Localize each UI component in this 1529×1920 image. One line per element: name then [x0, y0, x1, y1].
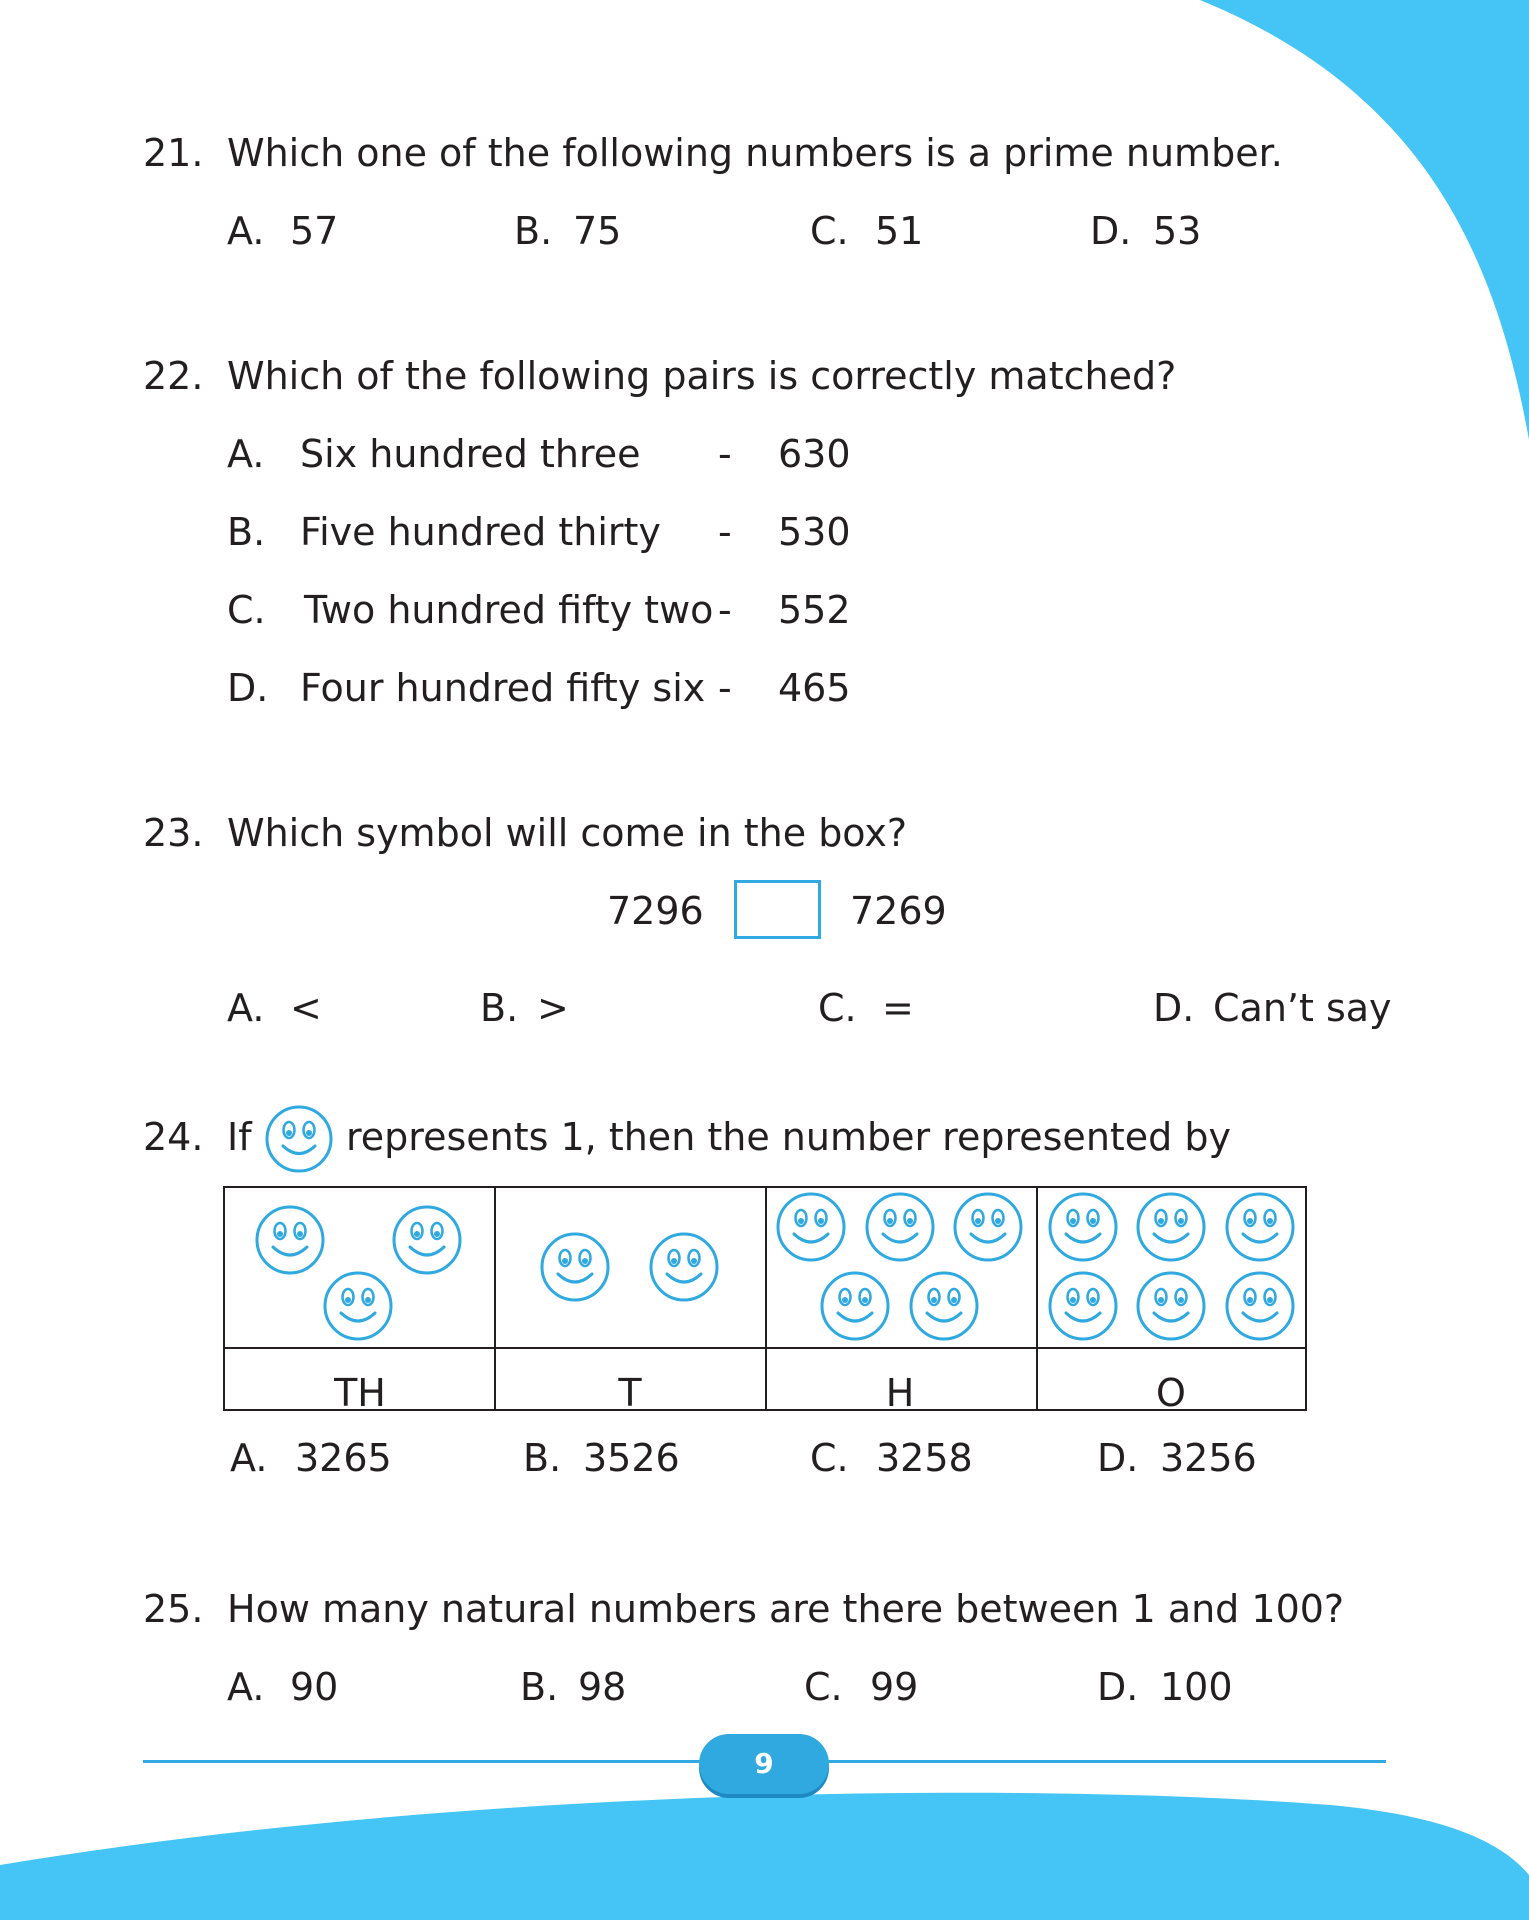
q24-option-c-letter: C.: [810, 1436, 849, 1480]
q25-option-a-letter: A.: [227, 1665, 265, 1709]
q22-option-b-dash: -: [718, 510, 732, 554]
page-number-badge: 9: [699, 1734, 829, 1794]
smiley-face-icon: [1135, 1270, 1207, 1342]
smiley-face-icon: [1047, 1191, 1119, 1263]
q21-option-b-value: 75: [573, 209, 622, 253]
column-label-hundreds: H: [885, 1371, 915, 1415]
smiley-face-icon: [264, 1104, 334, 1174]
q23-option-b-letter: B.: [480, 986, 519, 1030]
q22-option-a-words: Six hundred three: [300, 432, 641, 476]
smiley-face-icon: [1224, 1270, 1296, 1342]
q23-number: 23.: [143, 811, 204, 855]
q21-option-d-letter: D.: [1090, 209, 1132, 253]
q23-text: Which symbol will come in the box?: [227, 811, 908, 855]
q22-option-c-words: Two hundred fifty two: [304, 588, 714, 632]
q24-option-a-value: 3265: [295, 1436, 392, 1480]
q21-option-a-value: 57: [290, 209, 339, 253]
smiley-face-icon: [648, 1231, 720, 1303]
q24-text-before: If: [227, 1115, 252, 1159]
q21-text: Which one of the following numbers is a prime number.: [227, 131, 1283, 175]
q21-option-a-letter: A.: [227, 209, 265, 253]
top-right-wave: [1200, 0, 1529, 440]
smiley-face-icon: [391, 1204, 463, 1276]
q25-option-b-value: 98: [578, 1665, 627, 1709]
q24-option-d-value: 3256: [1160, 1436, 1257, 1480]
q24-option-b-value: 3526: [583, 1436, 680, 1480]
q23-left-number: 7296: [607, 889, 704, 933]
bottom-wave: [0, 1793, 1529, 1920]
q25-option-a-value: 90: [290, 1665, 339, 1709]
q21-option-c-value: 51: [875, 209, 924, 253]
q22-option-a-dash: -: [718, 432, 732, 476]
q24-option-b-letter: B.: [523, 1436, 562, 1480]
q24-number: 24.: [143, 1115, 204, 1159]
smiley-face-icon: [864, 1191, 936, 1263]
q24-option-c-value: 3258: [876, 1436, 973, 1480]
q22-option-c-dash: -: [718, 588, 732, 632]
q22-option-d-value: 465: [778, 666, 851, 710]
smiley-face-icon: [819, 1270, 891, 1342]
q21-number: 21.: [143, 131, 204, 175]
q22-option-c-value: 552: [778, 588, 851, 632]
smiley-face-icon: [775, 1191, 847, 1263]
footer-rule-left: [143, 1760, 703, 1763]
smiley-face-icon: [1135, 1191, 1207, 1263]
q25-option-c-value: 99: [870, 1665, 919, 1709]
q22-number: 22.: [143, 354, 204, 398]
q21-option-d-value: 53: [1153, 209, 1202, 253]
q23-option-c-letter: C.: [818, 986, 857, 1030]
q25-option-c-letter: C.: [804, 1665, 843, 1709]
footer-rule-right: [825, 1760, 1386, 1763]
smiley-face-icon: [1047, 1270, 1119, 1342]
q25-text: How many natural numbers are there between 1 and 100?: [227, 1587, 1345, 1631]
q25-number: 25.: [143, 1587, 204, 1631]
q23-option-d-value: Can’t say: [1213, 986, 1392, 1030]
q24-option-a-letter: A.: [230, 1436, 268, 1480]
q22-option-b-value: 530: [778, 510, 851, 554]
smiley-face-icon: [1224, 1191, 1296, 1263]
q23-option-d-letter: D.: [1153, 986, 1195, 1030]
q25-option-d-value: 100: [1160, 1665, 1233, 1709]
q24-text-after: represents 1, then the number represented by: [346, 1115, 1231, 1159]
q25-option-b-letter: B.: [520, 1665, 559, 1709]
q22-text: Which of the following pairs is correctly matched?: [227, 354, 1177, 398]
q22-option-a-letter: A.: [227, 432, 265, 476]
smiley-face-icon: [254, 1204, 326, 1276]
q22-option-c-letter: C.: [227, 588, 266, 632]
q22-option-d-letter: D.: [227, 666, 269, 710]
smiley-face-icon: [908, 1270, 980, 1342]
q21-option-c-letter: C.: [810, 209, 849, 253]
q21-option-b-letter: B.: [514, 209, 553, 253]
q22-option-b-letter: B.: [227, 510, 266, 554]
smiley-face-icon: [952, 1191, 1024, 1263]
column-label-tens: T: [618, 1371, 642, 1415]
q22-option-a-value: 630: [778, 432, 851, 476]
q24-option-d-letter: D.: [1097, 1436, 1139, 1480]
q23-option-a-letter: A.: [227, 986, 265, 1030]
q23-right-number: 7269: [850, 889, 947, 933]
q23-answer-box: [734, 880, 821, 939]
q22-option-b-words: Five hundred thirty: [300, 510, 661, 554]
q23-option-c-value: =: [882, 986, 914, 1030]
q22-option-d-dash: -: [718, 666, 732, 710]
q22-option-d-words: Four hundred fifty six: [300, 666, 706, 710]
q25-option-d-letter: D.: [1097, 1665, 1139, 1709]
column-label-ones: O: [1156, 1371, 1186, 1415]
q23-option-a-value: <: [290, 986, 322, 1030]
smiley-face-icon: [539, 1231, 611, 1303]
q23-option-b-value: >: [537, 986, 569, 1030]
smiley-face-icon: [322, 1270, 394, 1342]
column-label-thousands: TH: [334, 1371, 386, 1415]
